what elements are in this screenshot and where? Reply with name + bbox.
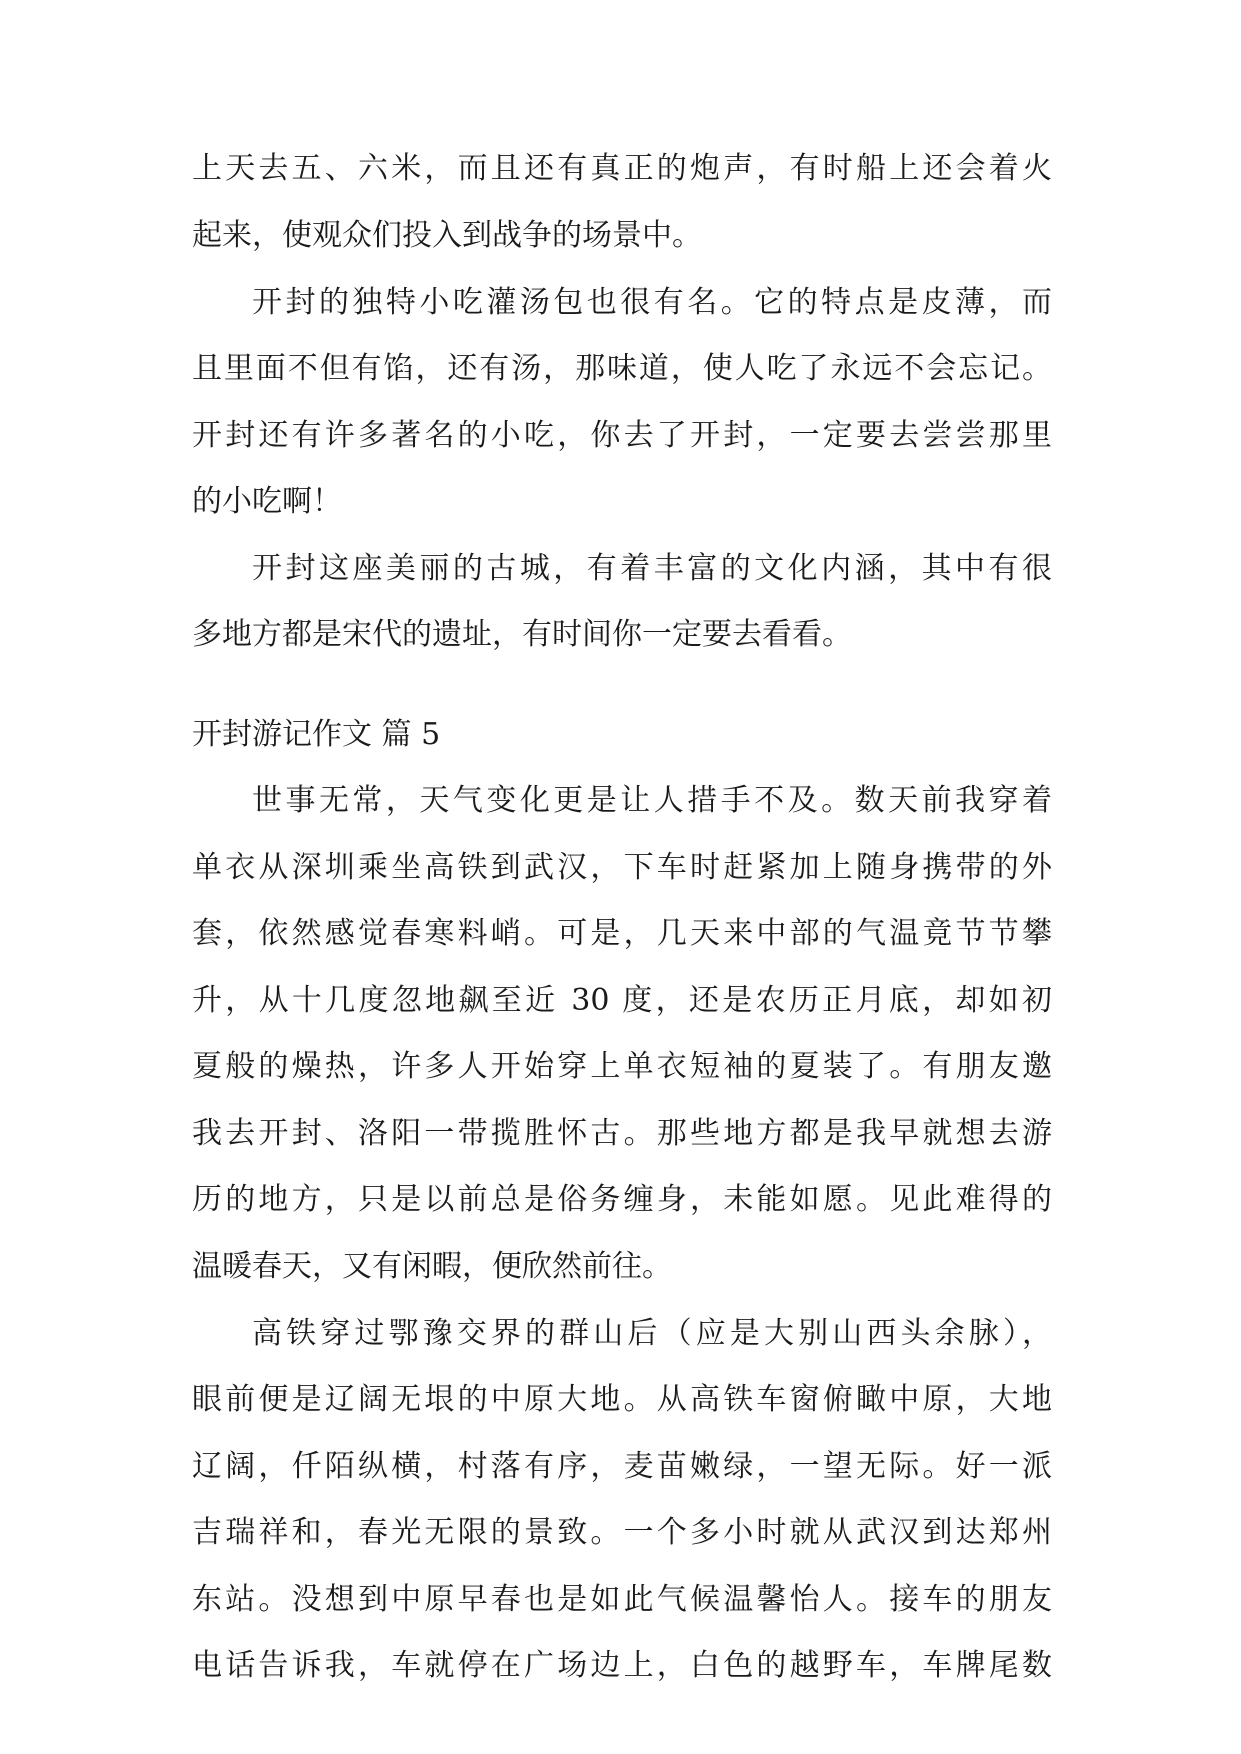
paragraph-line: 升，从十几度忽地飙至近 30 度，还是农历正月底，却如初 bbox=[192, 983, 1052, 1018]
paragraph-line: 吉瑞祥和，春光无限的景致。一个多小时就从武汉到达郑州 bbox=[192, 1515, 1052, 1550]
paragraph-line: 起来，使观众们投入到战争的场景中。 bbox=[192, 218, 702, 253]
paragraph-line: 辽阔，仟陌纵横，村落有序，麦苗嫩绿，一望无际。好一派 bbox=[192, 1449, 1052, 1484]
section-heading: 开封游记作文 篇 5 bbox=[192, 717, 441, 752]
paragraph-line: 世事无常，天气变化更是让人措手不及。数天前我穿着 bbox=[252, 783, 1052, 818]
paragraph-line: 夏般的燥热，许多人开始穿上单衣短袖的夏装了。有朋友邀 bbox=[192, 1049, 1052, 1084]
paragraph-line: 开封的独特小吃灌汤包也很有名。它的特点是皮薄，而 bbox=[252, 285, 1052, 320]
paragraph-line: 开封这座美丽的古城，有着丰富的文化内涵，其中有很 bbox=[252, 551, 1052, 586]
paragraph-line: 电话告诉我，车就停在广场边上，白色的越野车，车牌尾数 bbox=[192, 1648, 1052, 1683]
paragraph-line: 温暖春天，又有闲暇，便欣然前往。 bbox=[192, 1249, 672, 1284]
paragraph-line: 高铁穿过鄂豫交界的群山后（应是大别山西头余脉）， bbox=[252, 1316, 1052, 1351]
paragraph-line: 上天去五、六米，而且还有真正的炮声，有时船上还会着火 bbox=[192, 151, 1052, 186]
paragraph-line: 眼前便是辽阔无垠的中原大地。从高铁车窗俯瞰中原，大地 bbox=[192, 1382, 1052, 1417]
paragraph-line: 历的地方，只是以前总是俗务缠身，未能如愿。见此难得的 bbox=[192, 1182, 1052, 1217]
paragraph-line: 我去开封、洛阳一带揽胜怀古。那些地方都是我早就想去游 bbox=[192, 1116, 1052, 1151]
paragraph-line: 套，依然感觉春寒料峭。可是，几天来中部的气温竟节节攀 bbox=[192, 916, 1052, 951]
paragraph-line: 单衣从深圳乘坐高铁到武汉，下车时赶紧加上随身携带的外 bbox=[192, 850, 1052, 885]
paragraph-line: 开封还有许多著名的小吃，你去了开封，一定要去尝尝那里 bbox=[192, 418, 1052, 453]
paragraph-line: 多地方都是宋代的遗址，有时间你一定要去看看。 bbox=[192, 617, 852, 652]
paragraph-line: 且里面不但有馅，还有汤，那味道，使人吃了永远不会忘记。 bbox=[192, 351, 1052, 386]
paragraph-line: 的小吃啊！ bbox=[192, 484, 342, 519]
paragraph-line: 东站。没想到中原早春也是如此气候温馨怡人。接车的朋友 bbox=[192, 1582, 1052, 1617]
